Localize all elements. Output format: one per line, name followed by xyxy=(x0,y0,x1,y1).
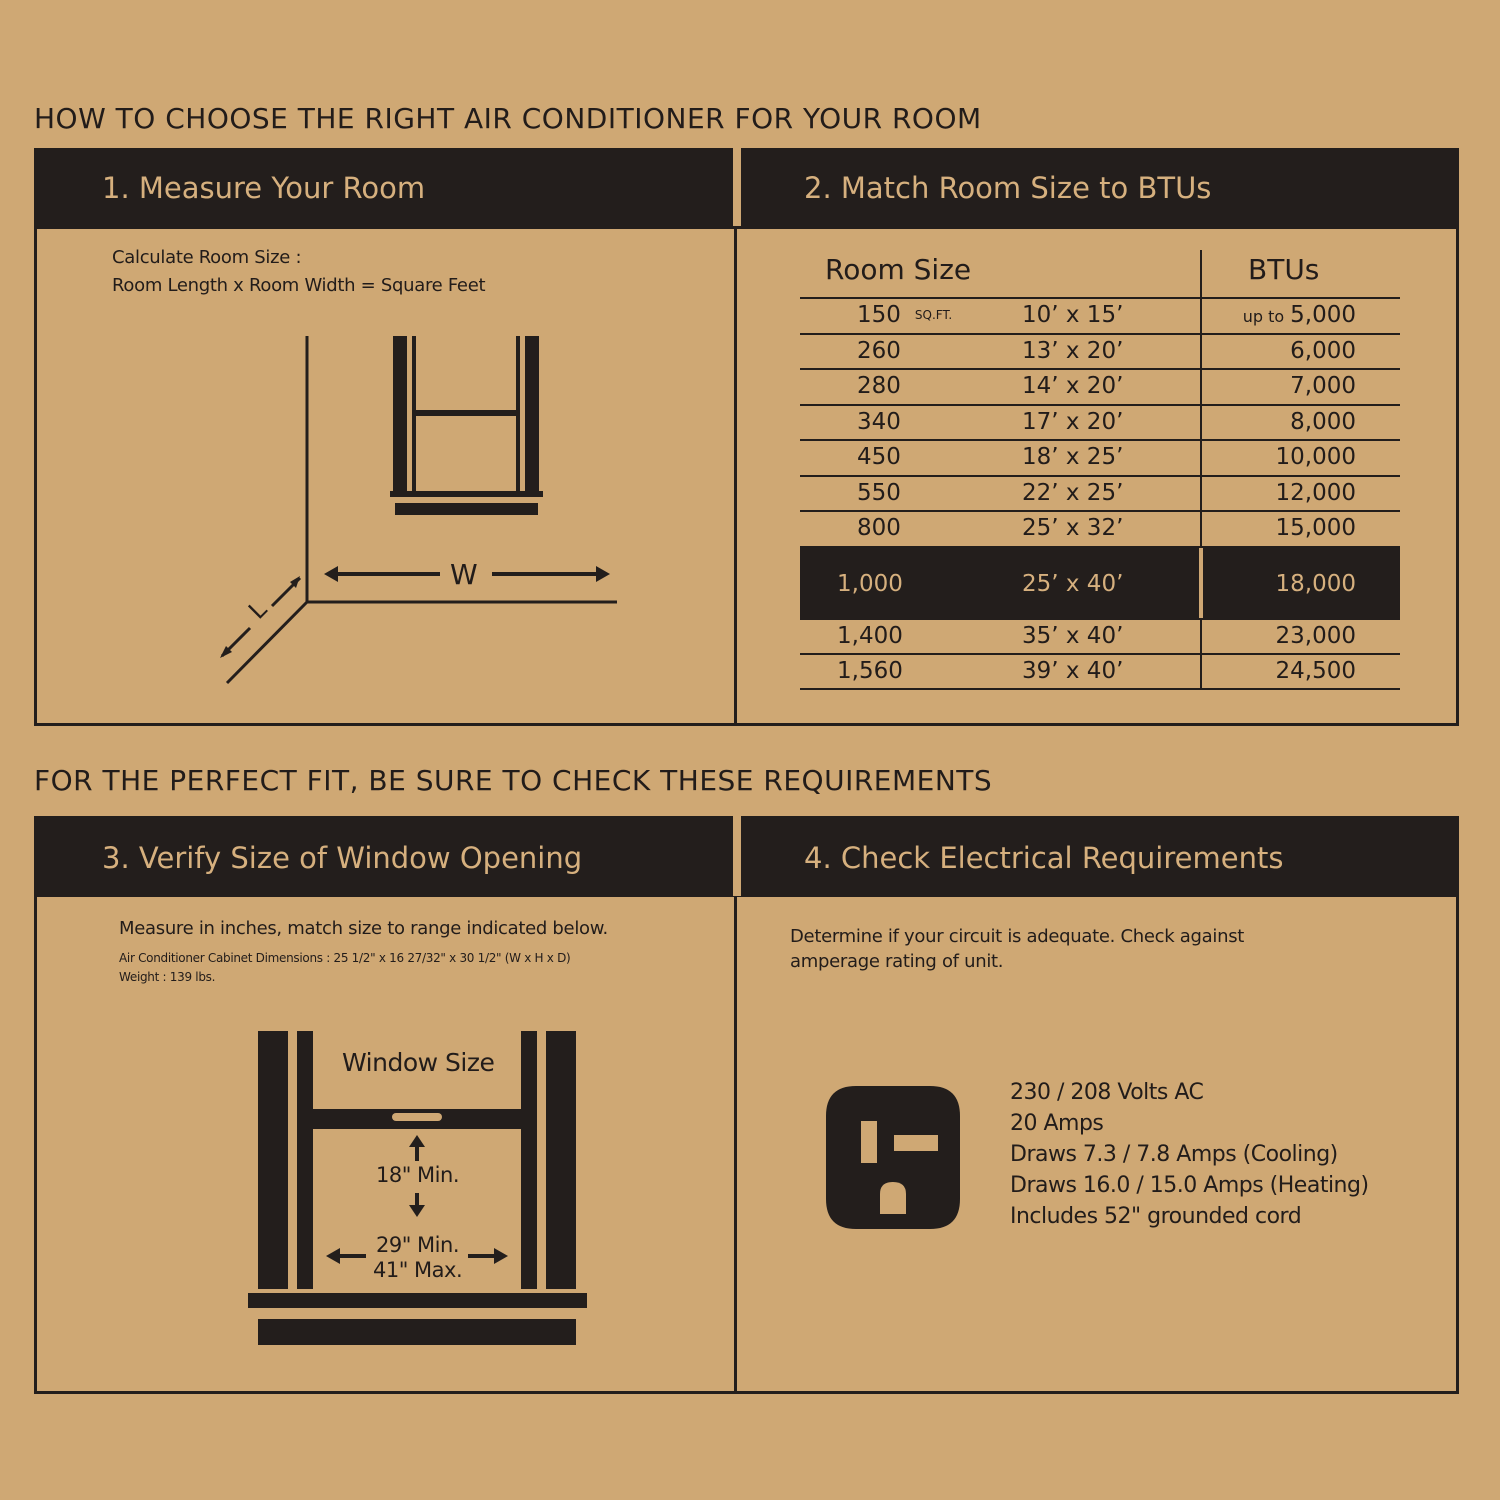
width-min-label: 29" Min. xyxy=(376,1233,459,1257)
highlight-divider-gap xyxy=(1199,548,1203,618)
window-size-label: Window Size xyxy=(342,1048,495,1077)
step1-heading: 1. Measure Your Room xyxy=(102,171,426,205)
col-btus: BTUs xyxy=(1248,253,1320,286)
table-row: 450 18’ x 25’ 10,000 xyxy=(800,439,1400,474)
table-row: 280 14’ x 20’ 7,000 xyxy=(800,368,1400,403)
spec-cord: Includes 52" grounded cord xyxy=(1010,1204,1302,1229)
electrical-instruction-2: amperage rating of unit. xyxy=(790,951,1004,972)
room-diagram xyxy=(200,330,640,690)
unit-weight: Weight : 139 lbs. xyxy=(119,970,216,984)
requirements-title: FOR THE PERFECT FIT, BE SURE TO CHECK THESE REQUIREMENTS xyxy=(34,764,993,797)
table-row: 550 22’ x 25’ 12,000 xyxy=(800,475,1400,510)
header-gap xyxy=(733,148,741,226)
table-row: 340 17’ x 20’ 8,000 xyxy=(800,404,1400,439)
spec-amps: 20 Amps xyxy=(1010,1111,1104,1136)
cabinet-dimensions: Air Conditioner Cabinet Dimensions : 25 1/2" x 16 27/32" x 30 1/2" (W x H x D) xyxy=(119,951,571,965)
step3-heading: 3. Verify Size of Window Opening xyxy=(102,841,583,875)
top-panel-divider xyxy=(734,151,737,726)
width-label: W xyxy=(450,558,478,591)
bottom-panel-divider xyxy=(734,819,737,1394)
main-title: HOW TO CHOOSE THE RIGHT AIR CONDITIONER FOR YOUR ROOM xyxy=(34,102,982,135)
table-row: 1,560 39’ x 40’ 24,500 xyxy=(800,653,1400,688)
header-gap xyxy=(733,816,741,896)
length-label: L xyxy=(243,595,273,625)
height-min-label: 18" Min. xyxy=(376,1163,459,1187)
spec-voltage: 230 / 208 Volts AC xyxy=(1010,1080,1204,1105)
step2-heading: 2. Match Room Size to BTUs xyxy=(804,171,1212,205)
spec-cooling-draw: Draws 7.3 / 7.8 Amps (Cooling) xyxy=(1010,1142,1338,1167)
calc-line-1: Calculate Room Size : xyxy=(112,247,302,268)
table-row: 800 25’ x 32’ 15,000 xyxy=(800,510,1400,545)
calc-line-2: Room Length x Room Width = Square Feet xyxy=(112,275,486,296)
table-row: 150 SQ.FT. 10’ x 15’ up to 5,000 xyxy=(800,297,1400,332)
table-bottom-rule xyxy=(800,688,1400,690)
table-row-highlighted: 1,000 25’ x 40’ 18,000 xyxy=(800,546,1400,618)
outlet-icon xyxy=(826,1086,960,1229)
table-row: 260 13’ x 20’ 6,000 xyxy=(800,333,1400,368)
step4-heading: 4. Check Electrical Requirements xyxy=(804,841,1284,875)
window-icon xyxy=(390,336,543,515)
electrical-specs xyxy=(1010,1077,1369,1232)
table-row: 1,400 35’ x 40’ 23,000 xyxy=(800,618,1400,653)
col-room-size: Room Size xyxy=(825,253,972,286)
electrical-instruction-1: Determine if your circuit is adequate. Check against xyxy=(790,926,1245,947)
window-frame-icon xyxy=(248,1031,587,1345)
window-instruction: Measure in inches, match size to range indicated below. xyxy=(119,918,608,939)
width-max-label: 41" Max. xyxy=(373,1258,463,1282)
spec-heating-draw: Draws 16.0 / 15.0 Amps (Heating) xyxy=(1010,1173,1369,1198)
